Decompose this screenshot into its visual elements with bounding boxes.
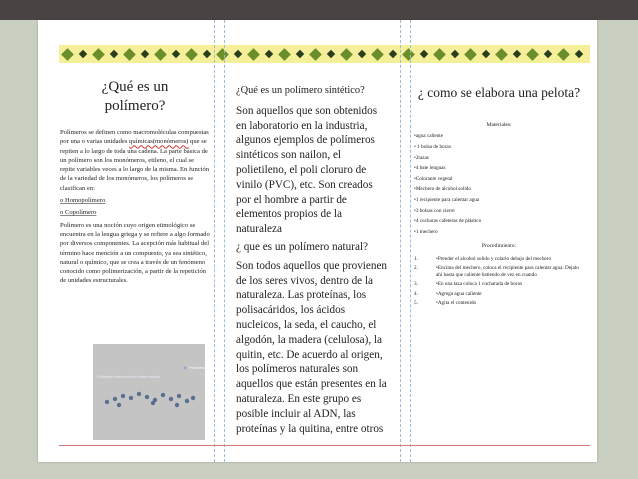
step-text: •En una taza coloca 1 cucharada de borax	[436, 281, 523, 288]
border-diamond	[203, 50, 211, 58]
materials-list	[414, 133, 584, 236]
step-number: 4.	[414, 290, 418, 297]
border-diamond	[544, 50, 552, 58]
col3-title: ¿ como se elabora una pelota?	[417, 85, 581, 100]
procedure-step	[414, 256, 584, 263]
border-diamond	[433, 48, 446, 61]
border-diamond	[185, 48, 198, 61]
step-number: 2.	[414, 265, 418, 272]
procedure-list	[414, 256, 584, 307]
document-page	[38, 20, 597, 462]
border-diamond	[216, 48, 229, 61]
border-diamond	[358, 50, 366, 58]
monomer-dot	[113, 397, 117, 401]
material-item: •agua caliente	[414, 133, 444, 140]
polymer-image	[93, 344, 205, 440]
border-diamond	[526, 48, 539, 61]
border-diamond	[371, 48, 384, 61]
material-item: •1 recipiente para calentar agua	[414, 196, 480, 203]
column-2	[236, 84, 390, 436]
border-diamond	[495, 48, 508, 61]
border-diamond	[389, 50, 397, 58]
monomer-dot	[105, 400, 109, 404]
top-dark-band	[0, 0, 638, 20]
column-3	[414, 84, 584, 310]
border-diamond	[265, 50, 273, 58]
col1-paragraph-2: Polímero es una noción cuyo origen etimológico se encuentra en la lengua griega y se refiere a algo formado por diversos componentes. La acepción más habitual del término hace mención a un compuesto, ya sea sintético, natural o químico, que se crea a través de un fenómeno conocido como polimerización, a partir de la repetición de unidades estructurales.	[60, 221, 210, 285]
material-item: • 1 bolsa de borax	[414, 144, 452, 150]
material-item: •4 cucharas cafeteras de plástico	[414, 218, 482, 225]
border-diamond	[327, 50, 335, 58]
monomer-dot	[151, 401, 155, 405]
border-diamond	[172, 50, 180, 58]
border-diamond	[464, 48, 477, 61]
option-homopolimero: o Homopolímero	[60, 197, 106, 205]
monomer-dot	[121, 394, 125, 398]
step-text: •Encima del mechero, coloca el recipiente para calentar agua. Dejalo ahí hasta que caliente batiendo de vez en cuando	[436, 265, 579, 278]
answer-synthetic: Son aquellos que son obtenidos en laboratorio en la industria, algunos ejemplos de polímeros sintéticos son nailon, el polietileno, el poli cloruro de vinilo (PVC), etc. Son creados por el hombre a partir de elementos propios de la naturaleza	[236, 104, 378, 236]
column-guide-2	[224, 20, 225, 462]
border-diamond	[420, 50, 428, 58]
border-diamond	[278, 48, 291, 61]
legend-dot	[184, 367, 187, 370]
border-diamond	[402, 48, 415, 61]
step-text: •Agrega agua caliente	[436, 290, 482, 297]
step-number: 1.	[414, 255, 418, 262]
materials-header: Materiales:	[486, 122, 512, 128]
step-text: •Agita el contenido	[436, 300, 477, 307]
border-diamond	[110, 50, 118, 58]
border-diamond	[340, 48, 353, 61]
monomer-dots	[105, 392, 195, 407]
material-item: •2tazas	[414, 154, 429, 161]
option-copolimero: o Copolímero	[60, 209, 97, 217]
question-natural: ¿ que es un polímero natural?	[236, 240, 369, 253]
border-diamond	[513, 50, 521, 58]
material-item: •1 mechero	[414, 228, 438, 235]
monomer-dot	[137, 392, 141, 396]
step-number: 3.	[414, 281, 418, 288]
material-item: •Colorante vegetal	[414, 175, 453, 182]
border-diamond	[234, 50, 242, 58]
procedure-step	[414, 265, 584, 279]
border-diamond	[141, 50, 149, 58]
procedure-step	[414, 291, 584, 298]
monomer-dot	[129, 396, 133, 400]
border-diamond	[451, 50, 459, 58]
procedure-step	[414, 281, 584, 288]
column-guide-1	[214, 20, 215, 462]
border-diamond	[154, 48, 167, 61]
monomer-dot	[177, 394, 181, 398]
border-diamond	[61, 48, 74, 61]
column-guide-3	[400, 20, 401, 462]
col1-title: ¿Qué es un polímero?	[101, 79, 169, 114]
question-synthetic: ¿Qué es un polímero sintético?	[236, 85, 365, 96]
monomer-dot	[169, 397, 173, 401]
border-diamond	[247, 48, 260, 61]
procedure-header: Procedimiento:	[481, 243, 517, 250]
border-diamond	[575, 50, 583, 58]
step-text: •Prender el alcohol solido y colarlo debajo del mechero	[436, 255, 552, 262]
monomer-dot	[117, 403, 121, 407]
decorative-border-strip	[59, 45, 590, 63]
answer-natural: Son todos aquellos que provienen de los seres vivos, dentro de la naturaleza. Las proteínas, los polisacáridos, los ácidos nucleicos, la seda, el caucho, el algodón, la madera (celulosa), la quitin, etc. De acuerdo al origen, los polímeros naturales son aquellos que están presentes en la naturaleza. En este grupo es posible incluir al ADN, las proteínas y la quitina, entre otros	[236, 259, 388, 435]
polymer-diagram	[93, 344, 205, 440]
col1-paragraph-1: Polímeros se definen como macromoléculas compuestas por una o varias unidades químicas(monómeros) que se repiten a lo largo de toda una cadena. La parte básica de un polímero son los monómeros, etileno, el cual se repite variables veces a lo largo de la misma. En función de la variedad de los monómeros, los polímeros se clasifican en:	[60, 129, 210, 192]
column-1	[60, 78, 210, 286]
monomer-dot	[175, 403, 179, 407]
border-diamond	[79, 50, 87, 58]
border-diamond	[309, 48, 322, 61]
border-diamond	[92, 48, 105, 61]
border-diamond	[557, 48, 570, 61]
monomer-dot	[161, 393, 165, 397]
monomer-dot	[185, 399, 189, 403]
monomer-dot	[191, 396, 195, 400]
step-number: 5.	[414, 300, 418, 307]
border-diamond	[482, 50, 490, 58]
monomer-dot	[145, 395, 149, 399]
material-item: •3 bolsas con cierre	[414, 207, 455, 214]
material-item: •Mechero de alcohol solido	[414, 186, 471, 193]
material-item: •4 bate lenguas	[414, 165, 446, 172]
procedure-step	[414, 300, 584, 307]
legend-label: Polímero	[189, 365, 205, 370]
border-diamond	[296, 50, 304, 58]
bottom-rule	[59, 445, 590, 446]
chain-caption: Polietileno etileno etileno etileno etileno	[97, 375, 160, 379]
column-guide-4	[410, 20, 411, 462]
border-diamond	[123, 48, 136, 61]
